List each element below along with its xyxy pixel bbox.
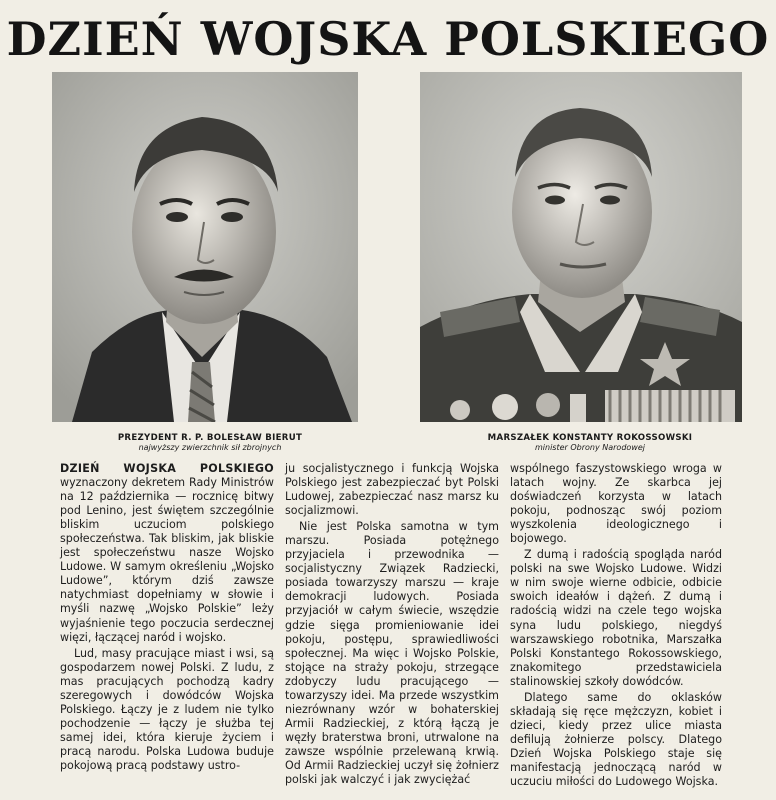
article-paragraph: Lud, masy pracujące miast i wsi, są gospodarzem nowej Polski. Z ludu, z mas pracujących pochodzą kadry szeregowych i dowódców Wojska Polskiego. Łączy je z ludem nie tylko pochodzenie — łączy je służba tej samej idei, która kieruje życiem i pracą narodu. Polska Ludowa buduje pokojową pracą podstawy ustro- — [60, 646, 274, 772]
caption-name: PREZYDENT R. P. BOLESŁAW BIERUT — [117, 433, 303, 443]
caption-bierut — [60, 433, 360, 452]
caption-role: minister Obrony Narodowej — [534, 443, 645, 452]
article-paragraph: Nie jest Polska samotna w tym marszu. Posiada potężnego przyjaciela i przewodnika — socjalistyczny Związek Radziecki, posiada towarzyszy marszu — kraje demokracji ludowych. Posiada przyjaciół w całym świecie, wszędzie gdzie sięga promieniowanie idei pokoju, postępu, sprawiedliwości społecznej. Ma więc i Wojsko Polskie, stojące na straży pokoju, strzegące zdobyczy ludu pracującego — towarzyszy idei. Ma przede wszystkim niezrównany wzór w bohaterskiej Armii Radzieckiej, z którą łączą je węzły braterstwa broni, utrwalone na zawsze wspólnie przelewaną krwią. Od Armii Radzieckiej uczył się żołnierz polski jak walczyć i jak zwyciężać — [285, 520, 499, 787]
article-paragraph: wspólnego faszystowskiego wroga w latach wojny. Ze skarbca jej doświadczeń korzysta w latach pokoju, podnosząc swój poziom wyszkolenia ideologicznego i bojowego. — [510, 462, 722, 546]
article-paragraph: Dlatego same do oklasków składają się ręce mężczyzn, kobiet i dzieci, kiedy przez ulice miasta defilują żołnierze polscy. Dlatego Dzień Wojska Polskiego staje się manifestacją jednoczącą naród w uczuciu miłości do Ludowego Wojska. — [510, 690, 722, 789]
article-paragraph — [60, 462, 274, 645]
article-paragraph: ju socjalistycznego i funkcją Wojska Polskiego jest zabezpieczać byt Polski Ludowej, zabezpieczać nasz marsz ku socjalizmowi. — [285, 462, 499, 518]
article-column-2 — [285, 462, 499, 787]
article-text: wyznaczony dekretem Rady Ministrów na 12 października — rocznicę bitwy pod Lenino, jest świętem szczególnie bliskim uczuciom polskiego społeczeństwa. Tak bliskim, jak bliskie jest społeczeństwu nasze Wojsko Ludowe. W samym określeniu „Wojsko Ludowe”, którym dziś zawsze natychmiast dopełniamy w słowie i myśli nazwę „Wojsko Polskie” leży wyjaśnienie tego poczucia serdecznej więzi, łączącej naród i wojsko. — [60, 476, 274, 644]
article-paragraph: Z dumą i radością spogląda naród polski na swe Wojsko Ludowe. Widzi w nim swoje wierne odbicie, odbicie swoich ideałów i dążeń. Z dumą i radością widzi na czele tego wojska syna ludu polskiego, niegdyś warszawskiego robotnika, Marszałka Polski Konstantego Rokossowskiego, znakomitego przedstawiciela stalinowskiej szkoły dowódców. — [510, 548, 722, 688]
portrait-photo-bierut — [52, 72, 358, 422]
caption-name: MARSZAŁEK KONSTANTY ROKOSSOWSKI — [487, 433, 693, 443]
article-lead: DZIEŃ WOJSKA POLSKIEGO — [60, 462, 274, 475]
page-title: DZIEŃ WOJSKA POLSKIEGO — [6, 12, 770, 66]
article-column-1 — [60, 462, 274, 773]
article-column-3 — [510, 462, 722, 789]
portrait-photo-rokossowski — [420, 72, 742, 422]
caption-role: najwyższy zwierzchnik sił zbrojnych — [138, 443, 282, 452]
caption-rokossowski — [440, 433, 740, 452]
